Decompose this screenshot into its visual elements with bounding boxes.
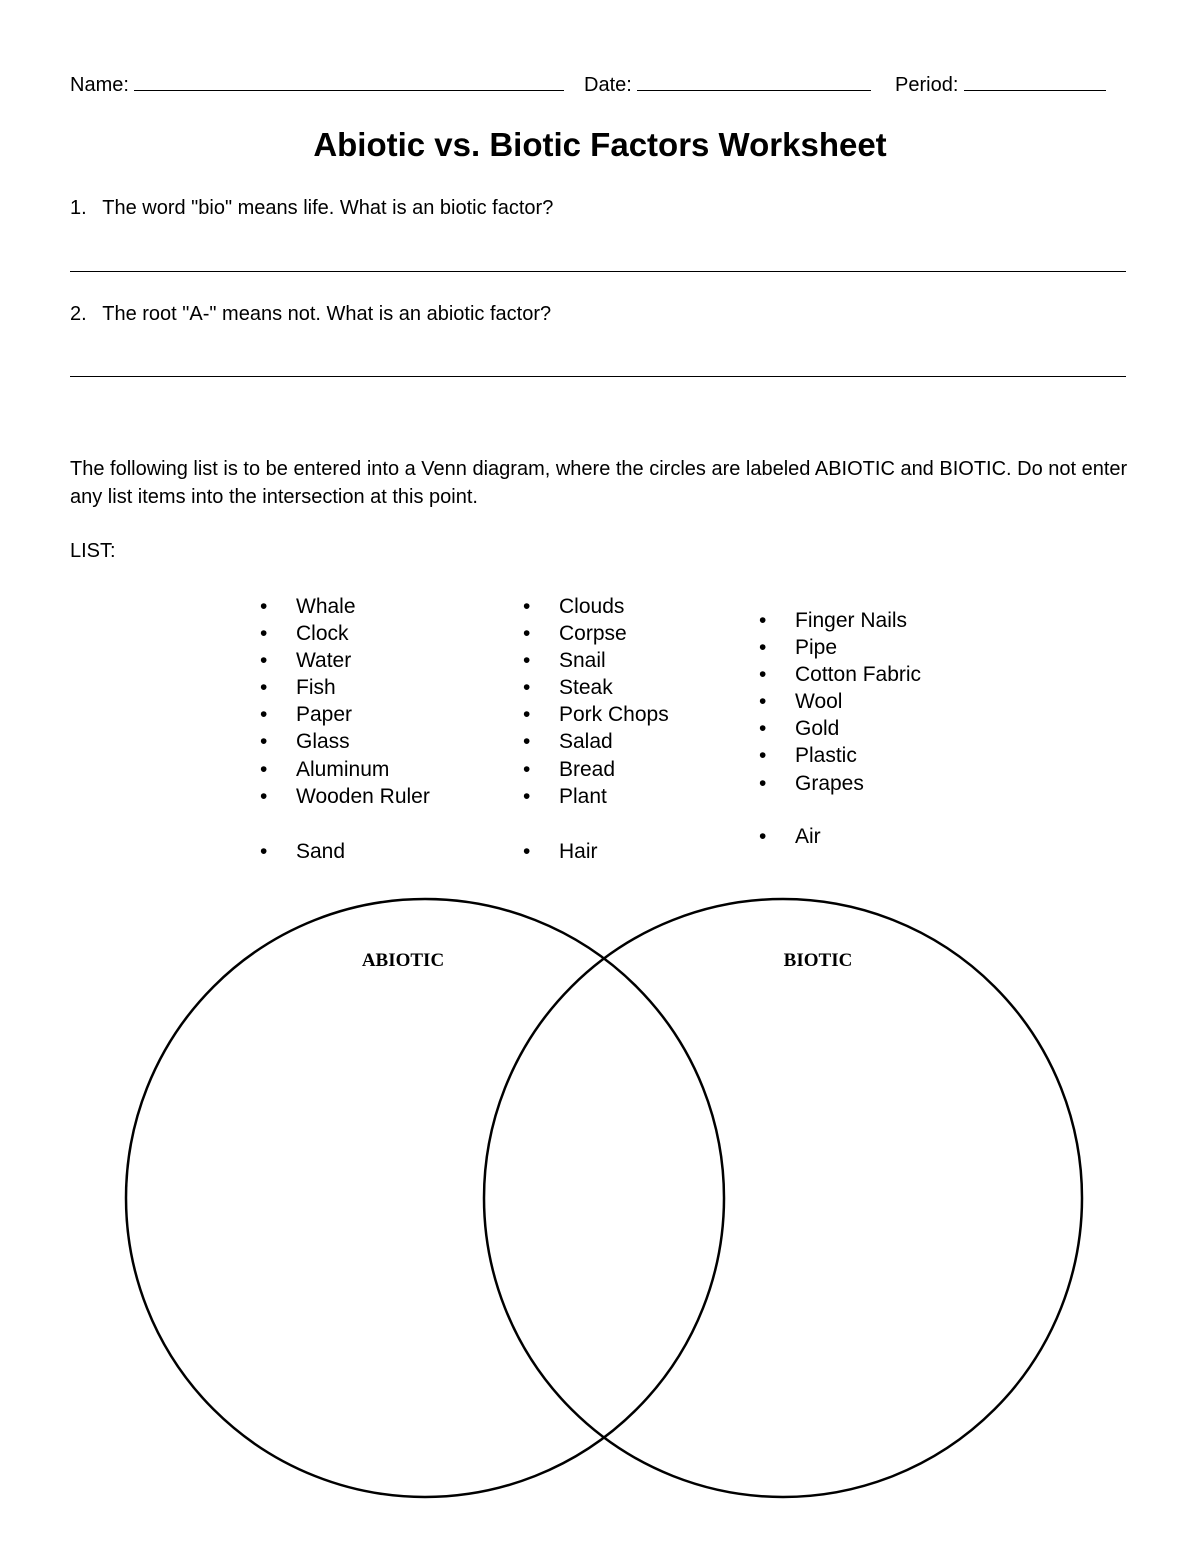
list-item: • Bread [523, 756, 669, 783]
list-item: • Whale [260, 593, 430, 620]
question-2-text: The root "A-" means not. What is an abiotic factor? [102, 303, 552, 325]
list-item: • Paper [260, 701, 430, 728]
list-item: • Corpse [523, 620, 669, 647]
list-item: • Hair [523, 838, 669, 865]
question-1-number: 1. [70, 197, 87, 219]
list-item: • Aluminum [260, 756, 430, 783]
list-item: • Plastic [759, 742, 921, 769]
abiotic-circle[interactable] [126, 899, 724, 1497]
list-item: • Snail [523, 647, 669, 674]
biotic-label: BIOTIC [783, 950, 853, 971]
name-label: Name: [70, 74, 129, 96]
question-2-number: 2. [70, 303, 87, 325]
list-item: • Water [260, 647, 430, 674]
list-item: • Sand [260, 838, 430, 865]
list-item: • Cotton Fabric [759, 661, 921, 688]
list-label: LIST: [70, 540, 116, 562]
list-item: • Clouds [523, 593, 669, 620]
list-item: • Gold [759, 715, 921, 742]
list-item: • Finger Nails [759, 607, 921, 634]
list-item: • Wool [759, 688, 921, 715]
list-item: • Grapes [759, 770, 921, 797]
abiotic-label: ABIOTIC [361, 950, 445, 971]
biotic-circle[interactable] [484, 899, 1082, 1497]
list-item: • Plant [523, 783, 669, 810]
list-item: • Wooden Ruler [260, 783, 430, 810]
period-label: Period: [895, 74, 959, 96]
list-item: • Pork Chops [523, 701, 669, 728]
list-item: • Steak [523, 674, 669, 701]
list-item: • Air [759, 823, 921, 850]
page-title: Abiotic vs. Biotic Factors Worksheet [313, 126, 887, 163]
question-1-text: The word "bio" means life. What is an biotic factor? [102, 197, 554, 219]
list-item: • Salad [523, 728, 669, 755]
list-item: • Clock [260, 620, 430, 647]
list-item: • Glass [260, 728, 430, 755]
date-label: Date: [584, 74, 632, 96]
list-item: • Fish [260, 674, 430, 701]
instructions: The following list is to be entered into a Venn diagram, where the circles are labeled ABIOTIC and BIOTIC. Do not enter any list items into the intersection at this point. [70, 458, 1128, 508]
list-item: • Pipe [759, 634, 921, 661]
